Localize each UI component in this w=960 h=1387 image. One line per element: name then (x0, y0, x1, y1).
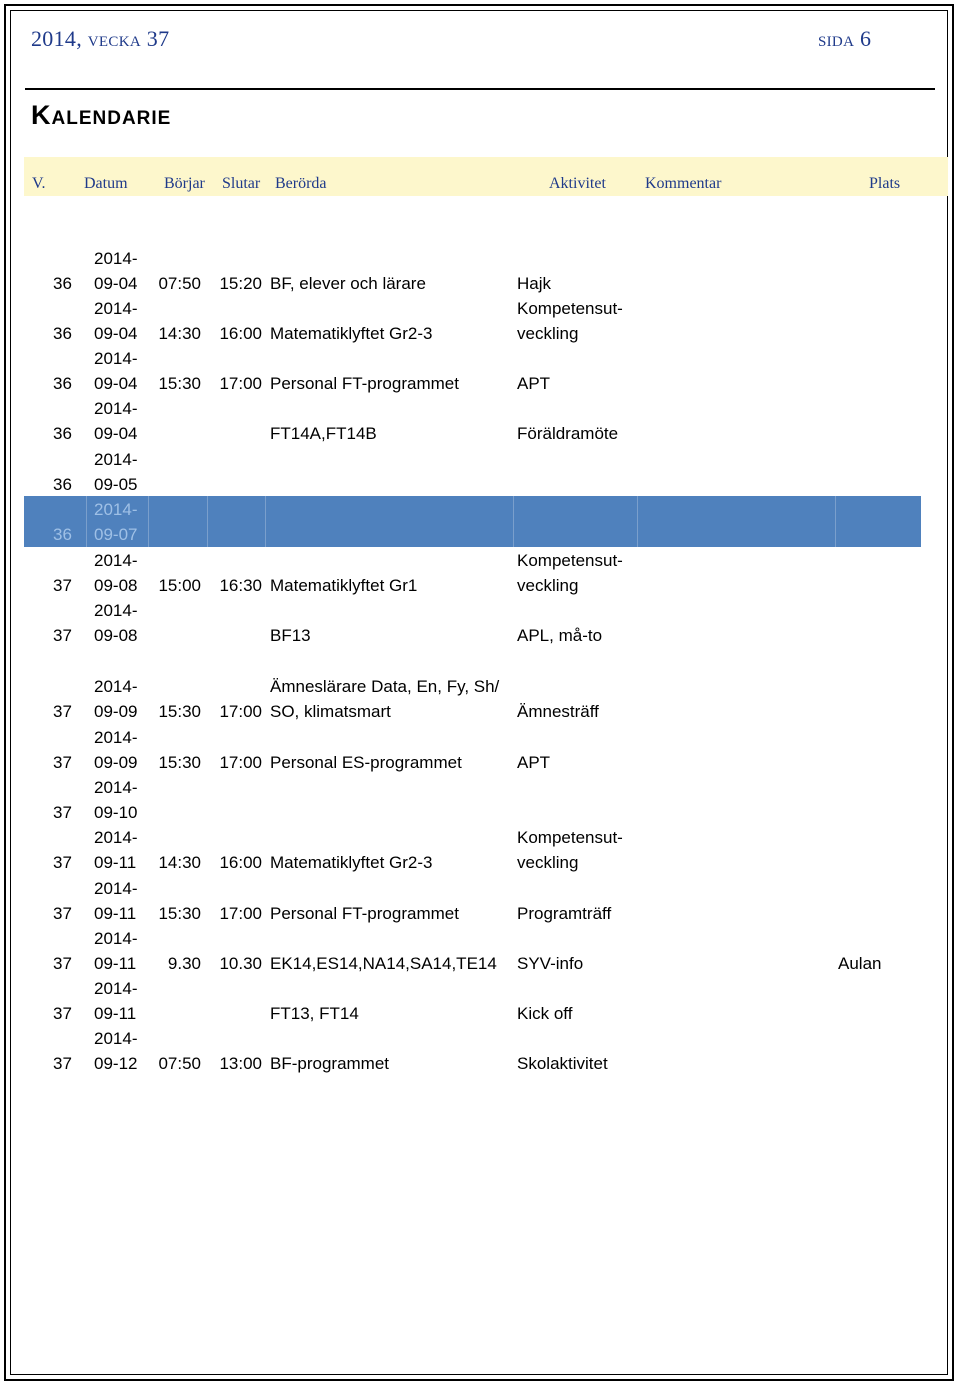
col-start: Börjar (164, 175, 205, 192)
date-monthday: 09-10 (94, 803, 138, 822)
date-year: 2014- (94, 249, 138, 268)
date-monthday: 09-09 (94, 702, 138, 721)
date-monthday: 09-11 (94, 1004, 137, 1023)
date-year: 2014- (94, 778, 138, 797)
running-header-left-text: 2014, vecka 37 (31, 26, 170, 51)
date-year: 2014- (94, 677, 138, 696)
affected: BF13 (270, 626, 311, 645)
activity-line1: Kompetensut- (517, 828, 623, 847)
affected: Matematiklyftet Gr1 (270, 576, 418, 595)
week-number: 37 (53, 904, 72, 923)
week-number: 36 (53, 424, 72, 443)
activity: veckling (517, 576, 579, 595)
week-number: 36 (53, 525, 72, 544)
end-time: 16:00 (219, 324, 262, 343)
start-time: 07:50 (158, 1054, 201, 1073)
date-year: 2014- (94, 828, 138, 847)
activity: Föräldramöte (517, 424, 619, 443)
highlight-divider (207, 496, 208, 547)
end-time: 16:30 (219, 576, 262, 595)
running-header-left (31, 26, 169, 52)
start-time: 14:30 (158, 853, 201, 872)
start-time: 9.30 (167, 954, 201, 973)
end-time: 10.30 (219, 954, 262, 973)
highlight-row-bg (24, 496, 921, 547)
end-time: 13:00 (219, 1054, 262, 1073)
end-time: 17:00 (219, 374, 262, 393)
date-year: 2014- (94, 551, 138, 570)
col-end: Slutar (222, 175, 261, 192)
header-rule (25, 88, 935, 90)
date-monthday: 09-04 (94, 374, 138, 393)
date-year: 2014- (94, 450, 138, 469)
week-number: 36 (53, 324, 72, 343)
activity: veckling (517, 853, 579, 872)
affected: FT14A,FT14B (270, 424, 377, 443)
activity: Kick off (517, 1004, 573, 1023)
end-time: 16:00 (219, 853, 262, 872)
col-activity: Aktivitet (549, 175, 606, 192)
activity: APL, må-to (517, 626, 603, 645)
week-number: 37 (53, 1004, 72, 1023)
start-time: 15:30 (158, 753, 201, 772)
col-place: Plats (869, 175, 901, 192)
date-monthday: 09-11 (94, 853, 137, 872)
week-number: 37 (53, 626, 72, 645)
activity: Ämnesträff (517, 702, 599, 721)
page-title: Kalendarie (31, 100, 172, 130)
week-number: 37 (53, 576, 72, 595)
activity: APT (517, 753, 551, 772)
week-number: 37 (53, 753, 72, 772)
activity-line1: Kompetensut- (517, 299, 623, 318)
date-monthday: 09-08 (94, 576, 138, 595)
start-time: 15:00 (158, 576, 201, 595)
end-time: 15:20 (219, 274, 262, 293)
affected: Personal ES-programmet (270, 753, 462, 772)
end-time: 17:00 (219, 904, 262, 923)
end-time: 17:00 (219, 753, 262, 772)
place: Aulan (838, 954, 882, 973)
start-time: 14:30 (158, 324, 201, 343)
date-year: 2014- (94, 929, 138, 948)
affected: Matematiklyftet Gr2-3 (270, 853, 433, 872)
week-number: 36 (53, 475, 72, 494)
week-number: 36 (53, 274, 72, 293)
activity: APT (517, 374, 551, 393)
affected: Personal FT-programmet (270, 904, 459, 923)
date-monthday: 09-11 (94, 954, 137, 973)
start-time: 15:30 (158, 904, 201, 923)
date-monthday: 09-12 (94, 1054, 138, 1073)
week-number: 37 (53, 803, 72, 822)
highlight-divider (148, 496, 149, 547)
date-monthday: 09-04 (94, 424, 138, 443)
date-year: 2014- (94, 601, 138, 620)
date-monthday: 09-04 (94, 324, 138, 343)
date-year: 2014- (94, 979, 138, 998)
activity: SYV-info (517, 954, 584, 973)
date-monthday: 09-07 (94, 525, 138, 544)
col-week: V. (32, 175, 46, 192)
date-year: 2014- (94, 500, 138, 519)
date-year: 2014- (94, 879, 138, 898)
date-monthday: 09-08 (94, 626, 138, 645)
activity: Programträff (517, 904, 612, 923)
activity: Hajk (517, 274, 552, 293)
week-number: 37 (53, 1054, 72, 1073)
date-monthday: 09-04 (94, 274, 138, 293)
affected: BF-programmet (270, 1054, 390, 1073)
start-time: 07:50 (158, 274, 201, 293)
activity: veckling (517, 324, 579, 343)
highlight-divider (835, 496, 836, 547)
affected: Matematiklyftet Gr2-3 (270, 324, 433, 343)
date-monthday: 09-09 (94, 753, 138, 772)
activity-line1: Kompetensut- (517, 551, 623, 570)
activity: Skolaktivitet (517, 1054, 608, 1073)
week-number: 37 (53, 954, 72, 973)
affected-line1: Ämneslärare Data, En, Fy, Sh/ (270, 677, 500, 696)
week-number: 36 (53, 374, 72, 393)
end-time: 17:00 (219, 702, 262, 721)
date-monthday: 09-11 (94, 904, 137, 923)
date-year: 2014- (94, 349, 138, 368)
highlight-divider (637, 496, 638, 547)
col-comment: Kommentar (645, 175, 722, 192)
affected: FT13, FT14 (270, 1004, 359, 1023)
highlight-divider (86, 496, 87, 547)
date-year: 2014- (94, 299, 138, 318)
col-affected: Berörda (275, 175, 327, 192)
week-number: 37 (53, 853, 72, 872)
start-time: 15:30 (158, 374, 201, 393)
highlight-divider (513, 496, 514, 547)
start-time: 15:30 (158, 702, 201, 721)
running-header-right (818, 26, 871, 52)
affected: Personal FT-programmet (270, 374, 459, 393)
affected: EK14,ES14,NA14,SA14,TE14 (270, 954, 497, 973)
date-monthday: 09-05 (94, 475, 138, 494)
week-number: 37 (53, 702, 72, 721)
affected: SO, klimatsmart (270, 702, 391, 721)
date-year: 2014- (94, 728, 138, 747)
date-year: 2014- (94, 399, 138, 418)
page-number-text: sida 6 (818, 26, 872, 51)
highlight-divider (265, 496, 266, 547)
table-column-header (24, 157, 948, 196)
affected: BF, elever och lärare (270, 274, 426, 293)
col-date: Datum (84, 175, 128, 192)
date-year: 2014- (94, 1029, 138, 1048)
